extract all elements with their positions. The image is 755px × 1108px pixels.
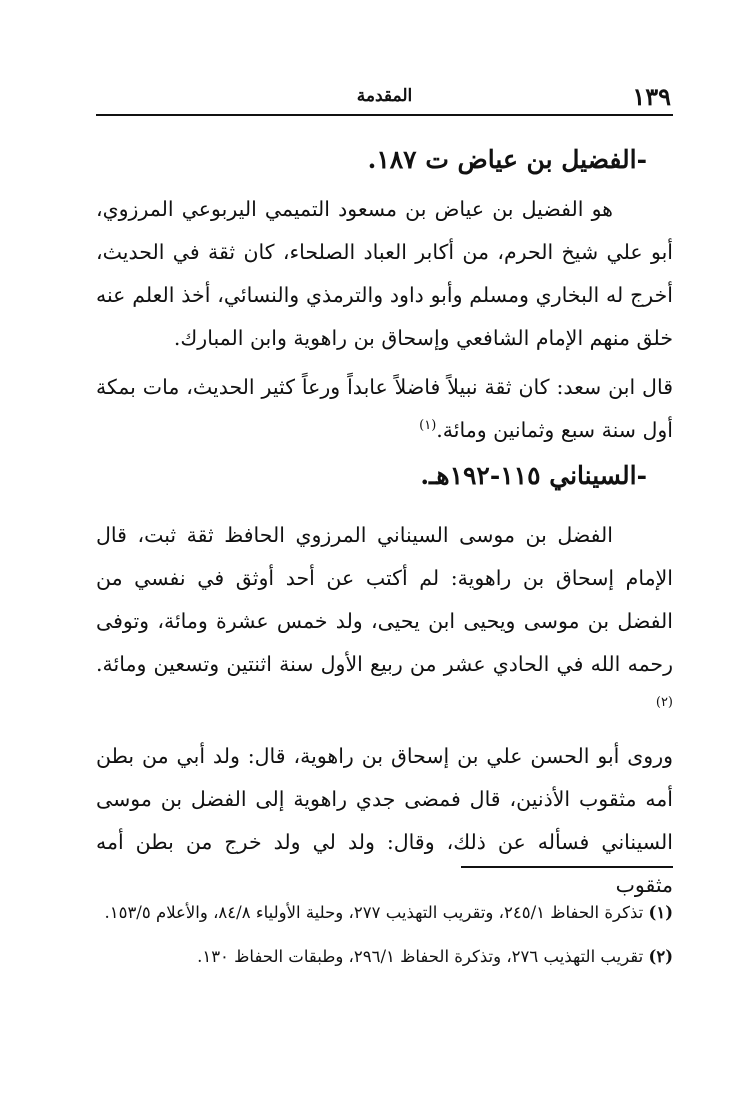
page-number: ١٣٩ xyxy=(632,82,671,111)
footnote-1 xyxy=(96,896,673,930)
paragraph-ibn-saad xyxy=(96,366,673,452)
header-title: المقدمة xyxy=(356,86,413,106)
paragraph-sinani-bio xyxy=(96,514,673,729)
footnote-ref-1[interactable]: (١) xyxy=(419,418,437,434)
paragraph-sinani-bio-text: الفضل بن موسى السيناني المرزوي الحافظ ثقة ثبت، قال الإمام إسحاق بن راهوية: لم أكتب عن أحد أوثق في نفسي من الفضل بن موسى ويحيى ابن يحيى، ولد خمس عشرة ومائة، وتوفى رحمه الله في الحادي عشر من ربيع الأول سنة اثنتين وتسعين ومائة. xyxy=(96,523,673,676)
footnote-number: (١) xyxy=(648,903,673,922)
main-text xyxy=(96,138,673,907)
footnote-text: تقريب التهذيب ٢٧٦، وتذكرة الحفاظ ٢٩٦/١، وطبقات الحفاظ ١٣٠. xyxy=(197,947,644,966)
paragraph-abu-al-hasan: وروى أبو الحسن علي بن إسحاق بن راهوية، قال: ولد أبي من بطن أمه مثقوب الأذنين، قال فمضى جدي راهوية إلى الفضل بن موسى السيناني فسأله عن ذلك، وقال: ولد لي ولد خرج من بطن أمه مثقوب xyxy=(96,744,673,897)
paragraph-fudayl-bio: هو الفضيل بن عياض بن مسعود التميمي اليربوعي المرزوي، أبو علي شيخ الحرم، من أكابر العباد الصلحاء، كان ثقة في الحديث، أخرج له البخاري ومسلم وأبو داود والترمذي والنسائي، أخذ العلم عنه خلق منهم الإمام الشافعي وإسحاق بن راهوية وابن المبارك. xyxy=(96,197,673,350)
footnote-number: (٢) xyxy=(648,947,673,966)
footnote-2 xyxy=(96,940,673,974)
footnote-divider xyxy=(461,866,673,868)
footnote-ref-2[interactable]: (٢) xyxy=(655,695,673,711)
running-header xyxy=(96,80,673,116)
paragraph-ibn-saad-text: قال ابن سعد: كان ثقة نبيلاً فاضلاً عابداً ورعاً كثير الحديث، مات بمكة أول سنة سبع وثمانين ومائة. xyxy=(96,375,673,442)
footnotes xyxy=(96,896,673,974)
section-heading-sinani: -السيناني ١١٥-١٩٢هـ. xyxy=(420,461,647,490)
footnote-text: تذكرة الحفاظ ٢٤٥/١، وتقريب التهذيب ٢٧٧، وحلية الأولياء ٨٤/٨، والأعلام ١٥٣/٥. xyxy=(104,903,644,922)
section-heading-fudayl: -الفضيل بن عياض ت ١٨٧. xyxy=(367,145,647,174)
